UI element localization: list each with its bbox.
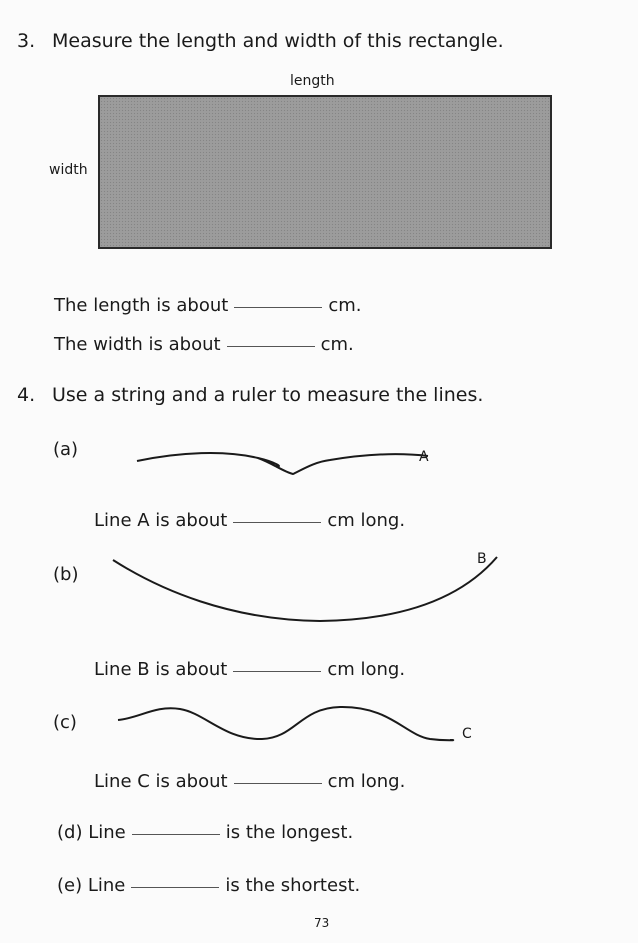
line-b-answer-blank[interactable] [233, 670, 321, 672]
line-a-answer-prefix: Line A is about [94, 510, 228, 531]
length-answer-prefix: The length is about [54, 295, 229, 316]
rectangle-length-label: length [290, 73, 335, 89]
line-c-name: C [462, 726, 472, 742]
part-e-suffix: is the shortest. [225, 875, 361, 896]
part-b-label: (b) [53, 564, 79, 585]
line-a-answer-suffix: cm long. [327, 510, 406, 531]
page-number: 73 [314, 916, 330, 930]
line-b-answer-suffix: cm long. [327, 659, 406, 680]
question-4-number: 4. [17, 384, 36, 406]
part-d-suffix: is the longest. [225, 822, 354, 843]
question-4-prompt: Use a string and a ruler to measure the lines. [52, 384, 484, 406]
shortest-line-blank[interactable] [131, 886, 219, 888]
line-b-name: B [477, 551, 487, 567]
rectangle-width-label: width [49, 162, 88, 178]
line-c-answer-prefix: Line C is about [94, 771, 228, 792]
width-answer-prefix: The width is about [54, 334, 221, 355]
question-3-prompt: Measure the length and width of this rectangle. [52, 30, 504, 52]
line-a-name: A [419, 449, 429, 465]
part-c-label: (c) [53, 712, 77, 733]
line-a-answer-row [94, 510, 405, 531]
part-d-prefix: Line [88, 822, 126, 843]
line-a [137, 453, 428, 474]
part-e-row [57, 875, 360, 896]
part-e-label: (e) [57, 875, 83, 896]
line-c [118, 707, 453, 740]
question-3-number: 3. [17, 30, 36, 52]
line-b [113, 557, 497, 621]
line-c-answer-suffix: cm long. [327, 771, 406, 792]
part-e-prefix: Line [87, 875, 126, 896]
longest-line-blank[interactable] [132, 833, 220, 835]
line-c-answer-blank[interactable] [234, 782, 322, 784]
part-d-row [57, 822, 353, 843]
part-d-label: (d) [57, 822, 83, 843]
line-a-answer-blank[interactable] [233, 521, 321, 523]
width-answer-suffix: cm. [320, 334, 354, 355]
part-a-label: (a) [53, 439, 79, 460]
line-b-answer-prefix: Line B is about [94, 659, 228, 680]
length-answer-suffix: cm. [328, 295, 362, 316]
line-c-answer-row [94, 771, 405, 792]
line-b-answer-row [94, 659, 405, 680]
